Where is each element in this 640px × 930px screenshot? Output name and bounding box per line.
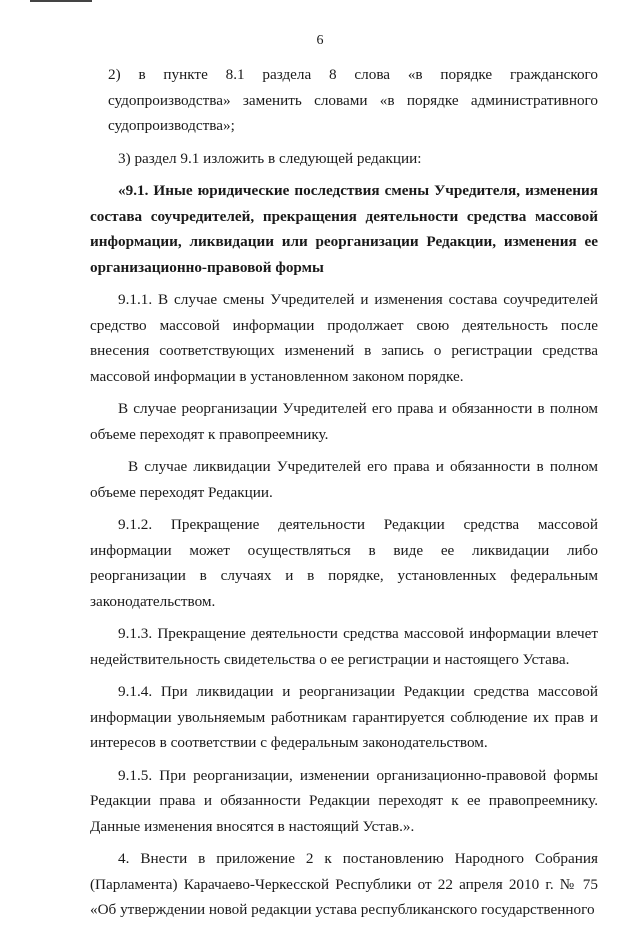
paragraph-item-3: 3) раздел 9.1 изложить в следующей редакции: (118, 149, 422, 167)
paragraph-item-2: 2) в пункте 8.1 раздела 8 слова «в порядке гражданского судопроизводства» заменить словами «в порядке административного судопроизводства»; (108, 66, 598, 134)
paragraph-item-4: 4. Внести в приложение 2 к постановлению Народного Собрания (Парламента) Карачаево-Черкесской Республики от 22 апреля 2010 г. № 75 «Об утверждении новой редакции устава республиканского государственного (90, 850, 598, 918)
section-heading-9-1: «9.1. Иные юридические последствия смены Учредителя, изменения состава соучредителей, прекращения деятельности средства массовой информации, ликвидации или реорганизации Редакции, изменения ее организационно-правовой формы (90, 182, 598, 276)
top-rule (30, 0, 92, 2)
paragraph-9-1-5: 9.1.5. При реорганизации, изменении организационно-правовой формы Редакции права и обязанности Редакции переходят к ее правопреемнику. Данные изменения вносятся в настоящий Устав.». (90, 766, 598, 835)
document-body (90, 62, 598, 930)
paragraph-reorganization: В случае реорганизации Учредителей его права и обязанности в полном объеме переходят к правопреемнику. (90, 400, 598, 443)
page-number: 6 (316, 33, 324, 48)
paragraph-9-1-1: 9.1.1. В случае смены Учредителей и изменения состава соучредителей средство массовой информации продолжает свою деятельность после внесения соответствующих изменений в запись о регистрации средства массовой информации в установленном законом порядке. (90, 291, 598, 385)
paragraph-9-1-4: 9.1.4. При ликвидации и реорганизации Редакции средства массовой информации увольняемым работникам гарантируется соблюдение их прав и интересов в соответствии с федеральным законодательством. (90, 683, 598, 751)
paragraph-9-1-2: 9.1.2. Прекращение деятельности Редакции средства массовой информации может осуществляться в виде ее ликвидации либо реорганизации в случаях и в порядке, установленных федеральным законодательством. (90, 516, 598, 610)
paragraph-9-1-3: 9.1.3. Прекращение деятельности средства массовой информации влечет недействительность свидетельства о ее регистрации и настоящего Устава. (90, 625, 598, 668)
paragraph-liquidation: В случае ликвидации Учредителей его права и обязанности в полном объеме переходят Редакции. (90, 458, 598, 501)
